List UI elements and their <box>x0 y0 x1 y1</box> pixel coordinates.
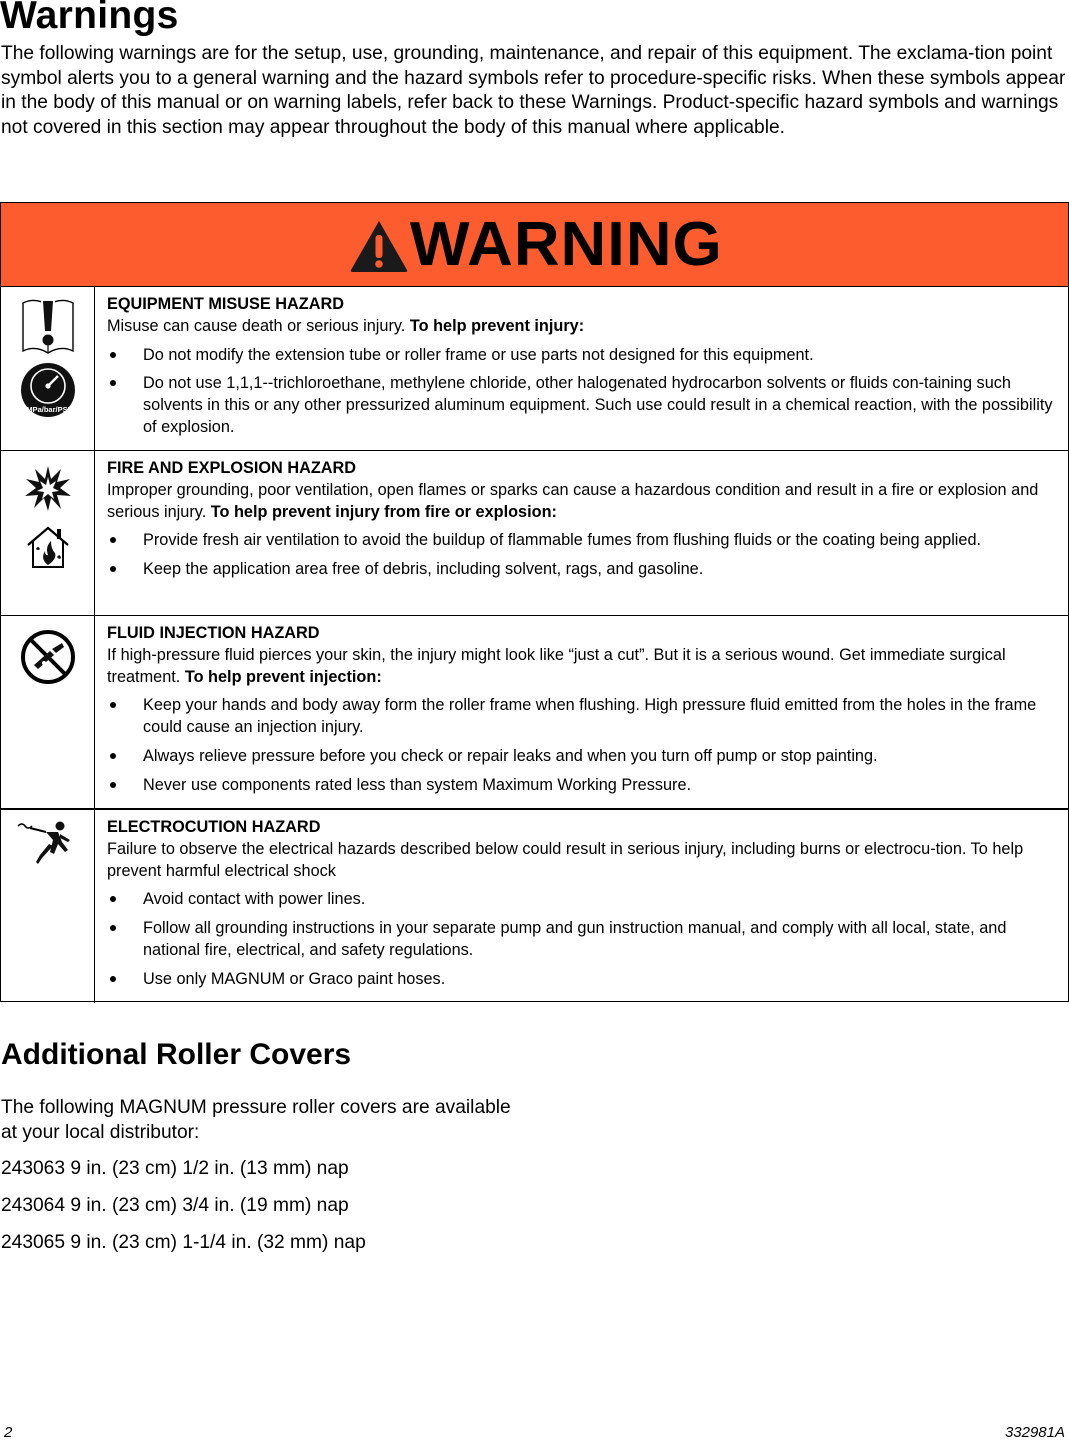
electrocution-icon <box>16 820 80 866</box>
bullet-item: Keep the application area free of debris, including solvent, rags, and gasoline. <box>107 559 1062 581</box>
hazard-title: FIRE AND EXPLOSION HAZARD <box>107 459 357 477</box>
hazard-bullets <box>107 889 1062 990</box>
hazard-desc-text: Improper grounding, poor ventilation, open flames or sparks can cause a hazardous condition and result in a fire or explosion and serious injury. <box>107 480 1039 521</box>
page-title: Warnings <box>0 0 179 37</box>
warning-banner <box>1 203 1068 287</box>
hazard-desc-bold: To help prevent injection: <box>184 667 382 686</box>
hazard-desc-text: Failure to observe the electrical hazards described below could result in serious injury, including burns or electrocu-tion. To help prevent harmful electrical shock <box>107 839 1024 880</box>
hazard-desc-bold: To help prevent injury: <box>409 316 585 335</box>
warning-table <box>0 202 1069 1002</box>
manual-exclamation-icon <box>19 295 77 357</box>
bullet-item: Keep your hands and body away form the roller frame when flushing. High pressure fluid emitted from the holes in the frame could cause an injection injury. <box>107 695 1062 739</box>
roller-cover-item: 243063 9 in. (23 cm) 1/2 in. (13 mm) nap <box>1 1158 349 1179</box>
pressure-gauge-icon <box>20 362 76 418</box>
house-fire-icon <box>24 523 72 571</box>
hazard-bullets <box>107 530 1062 581</box>
hazard-description <box>107 316 1062 338</box>
hazard-text <box>95 616 1068 808</box>
hazard-icons <box>1 810 95 1003</box>
bullet-item: Do not use 1,1,1--trichloroethane, methylene chloride, other halogenated hydrocarbon solvents or fluids con-taining such solvents in this or any other pressurized aluminum equipment. Such use could result in a chemical reaction, with the possibility of explosion. <box>107 373 1062 438</box>
bullet-item: Provide fresh air ventilation to avoid the buildup of flammable fumes from flushing fluids or the coating being applied. <box>107 530 1062 552</box>
page-number: 2 <box>4 1424 13 1441</box>
hazard-description <box>107 480 1062 524</box>
hazard-description <box>107 839 1062 883</box>
bullet-item: Avoid contact with power lines. <box>107 889 1062 911</box>
warning-label: WARNING <box>410 209 723 279</box>
hazard-text <box>95 287 1068 450</box>
hazard-description <box>107 645 1062 689</box>
roller-cover-item: 243064 9 in. (23 cm) 3/4 in. (19 mm) nap <box>1 1195 349 1216</box>
intro-paragraph: The following warnings are for the setup, use, grounding, maintenance, and repair of this equipment. The exclama-tion point symbol alerts you to a general warning and the hazard symbols refer to procedure-specific risks. When these symbols appear in the body of this manual or on warning labels, refer back to these Warnings. Product-specific hazard symbols and warnings not covered in this section may appear throughout the body of this manual where applicable. <box>1 43 1066 138</box>
hazard-row-fluid-injection <box>1 616 1068 809</box>
hazard-desc-text: Misuse can cause death or serious injury. <box>107 316 406 335</box>
bullet-item: Always relieve pressure before you check or repair leaks and when you turn off pump or stop painting. <box>107 746 1062 768</box>
hazard-row-electrocution <box>1 809 1068 1003</box>
hazard-desc-text: If high-pressure fluid pierces your skin, the injury might look like “just a cut”. But it is a serious wound. Get immediate surgical treatment. <box>107 645 1006 686</box>
document-number: 332981A <box>1004 1424 1065 1441</box>
gauge-units-text: MPa/bar/PSI <box>25 405 70 414</box>
hazard-icons <box>1 451 95 615</box>
hazard-title: FLUID INJECTION HAZARD <box>107 624 320 642</box>
hazard-bullets <box>107 695 1062 796</box>
bullet-item: Follow all grounding instructions in your separate pump and gun instruction manual, and comply with all local, state, and national fire, electrical, and safety regulations. <box>107 918 1062 962</box>
section-title-roller-covers: Additional Roller Covers <box>1 1038 352 1071</box>
hazard-title: EQUIPMENT MISUSE HAZARD <box>107 295 344 313</box>
hazard-text <box>95 810 1068 1003</box>
bullet-item: Do not modify the extension tube or roller frame or use parts not designed for this equipment. <box>107 345 1062 367</box>
explosion-icon <box>23 463 73 513</box>
hazard-icons <box>1 287 95 450</box>
roller-covers-intro: The following MAGNUM pressure roller covers are available at your local distributor: <box>1 1097 511 1143</box>
hazard-desc-bold: To help prevent injury from fire or explosion: <box>210 502 557 521</box>
bullet-item: Never use components rated less than system Maximum Working Pressure. <box>107 775 1062 797</box>
hazard-text <box>95 451 1068 615</box>
injection-prohibited-icon <box>20 629 76 685</box>
bullet-item: Use only MAGNUM or Graco paint hoses. <box>107 969 1062 991</box>
hazard-bullets <box>107 345 1062 439</box>
hazard-icons <box>1 616 95 808</box>
hazard-row-equipment-misuse <box>1 287 1068 451</box>
hazard-row-fire-explosion <box>1 451 1068 616</box>
hazard-title: ELECTROCUTION HAZARD <box>107 818 321 836</box>
warning-triangle-icon <box>349 219 409 273</box>
roller-cover-item: 243065 9 in. (23 cm) 1-1/4 in. (32 mm) nap <box>1 1232 366 1253</box>
